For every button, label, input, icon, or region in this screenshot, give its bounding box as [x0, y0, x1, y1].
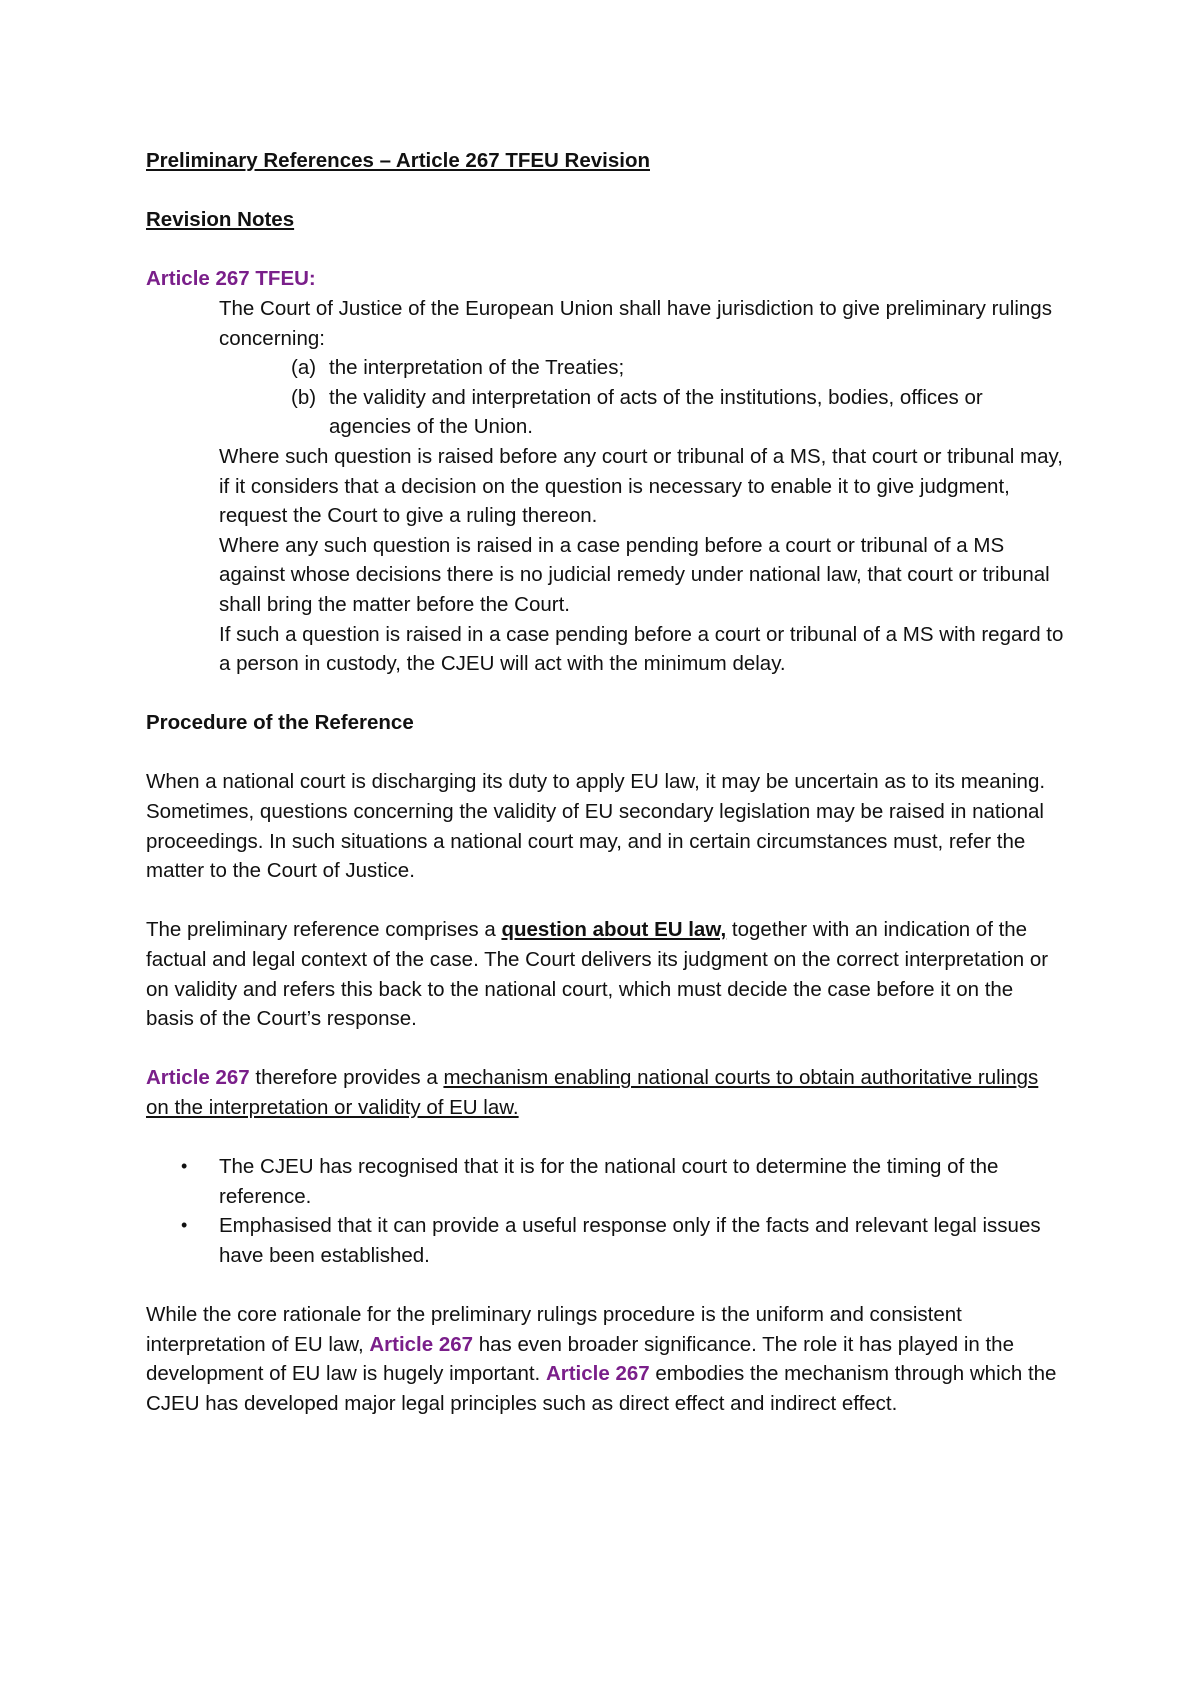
article-item-text: the validity and interpretation of acts of the institutions, bodies, offices or agencies of the Union. [329, 385, 983, 439]
spacer [146, 1123, 1066, 1153]
bullet-text: Emphasised that it can provide a useful response only if the facts and relevant legal issues have been established. [219, 1214, 1041, 1267]
spacer [146, 886, 1066, 916]
spacer [146, 738, 1066, 768]
procedure-paragraph: When a national court is discharging its duty to apply EU law, it may be uncertain as to its meaning. Sometimes, questions concerning the validity of EU secondary legislation may be raised in national proceedings. In such situations a national court may, and in certain circumstances must, refer the matter to the Court of Justice. [146, 770, 1046, 883]
bullet-icon: • [181, 1215, 188, 1236]
article-paragraph: Where any such question is raised in a case pending before a court or tribunal of a MS against whose decisions there is no judicial remedy under national law, that court or tribunal shall bring the matter before the Court. [219, 533, 1050, 616]
article-heading: Article 267 TFEU: [146, 267, 316, 291]
rationale-paragraph [146, 1300, 1066, 1418]
bullet-list [146, 1152, 1066, 1270]
bullet-item [181, 1211, 1066, 1270]
article-reference: Article 267 [545, 1362, 650, 1386]
article-paragraph: Where such question is raised before any court or tribunal of a MS, that court or tribunal may, if it considers that a decision on the question is necessary to enable it to give judgment, request the Court to give a ruling thereon. [219, 444, 1063, 528]
document-body [146, 146, 1066, 1419]
reference-text-after: together with an indication of the factual and legal context of the case. The Court delivers its judgment on the correct interpretation or on validity and refers this back to the national court, which must decide the case before it on the basis of the Court’s response. [146, 918, 1049, 1031]
rationale-text: has even broader significance. The role it has played in the development of EU law is hugely important. [146, 1332, 1014, 1386]
article-item [291, 353, 1066, 383]
spacer [146, 1034, 1066, 1064]
spacer [146, 176, 1066, 206]
rationale-text: embodies the mechanism through which the CJEU has developed major legal principles such as direct effect and indirect effect. [146, 1362, 1057, 1415]
article-item-text: the interpretation of the Treaties; [329, 356, 625, 380]
article-item-label: (b) [291, 385, 317, 409]
mechanism-text: therefore provides a [249, 1066, 444, 1090]
article-item [291, 383, 1066, 442]
reference-text-before: The preliminary reference comprises a [146, 918, 502, 942]
mechanism-underlined: mechanism enabling national courts to obtain authoritative rulings on the interpretation or validity of EU law. [146, 1066, 1039, 1119]
spacer [146, 1271, 1066, 1301]
reference-paragraph [146, 915, 1066, 1033]
reference-emphasis: question about EU law, [501, 918, 727, 942]
procedure-heading: Procedure of the Reference [146, 711, 414, 735]
article-intro: The Court of Justice of the European Union shall have jurisdiction to give preliminary rulings concerning: [219, 296, 1052, 350]
article-item-label: (a) [291, 356, 317, 380]
spacer [146, 679, 1066, 709]
bullet-text: The CJEU has recognised that it is for the national court to determine the timing of the reference. [219, 1155, 999, 1208]
document-title: Preliminary References – Article 267 TFEU Revision [146, 149, 650, 172]
rationale-text: While the core rationale for the preliminary rulings procedure is the uniform and consistent interpretation of EU law, [146, 1303, 962, 1356]
bullet-item [181, 1152, 1066, 1211]
mechanism-paragraph [146, 1063, 1066, 1122]
article-reference: Article 267 [369, 1332, 474, 1356]
article-paragraph: If such a question is raised in a case pending before a court or tribunal of a MS with regard to a person in custody, the CJEU will act with the minimum delay. [219, 622, 1064, 676]
bullet-icon: • [181, 1156, 188, 1177]
document-subtitle: Revision Notes [146, 208, 295, 232]
spacer [146, 235, 1066, 265]
article-reference: Article 267 [146, 1066, 250, 1090]
